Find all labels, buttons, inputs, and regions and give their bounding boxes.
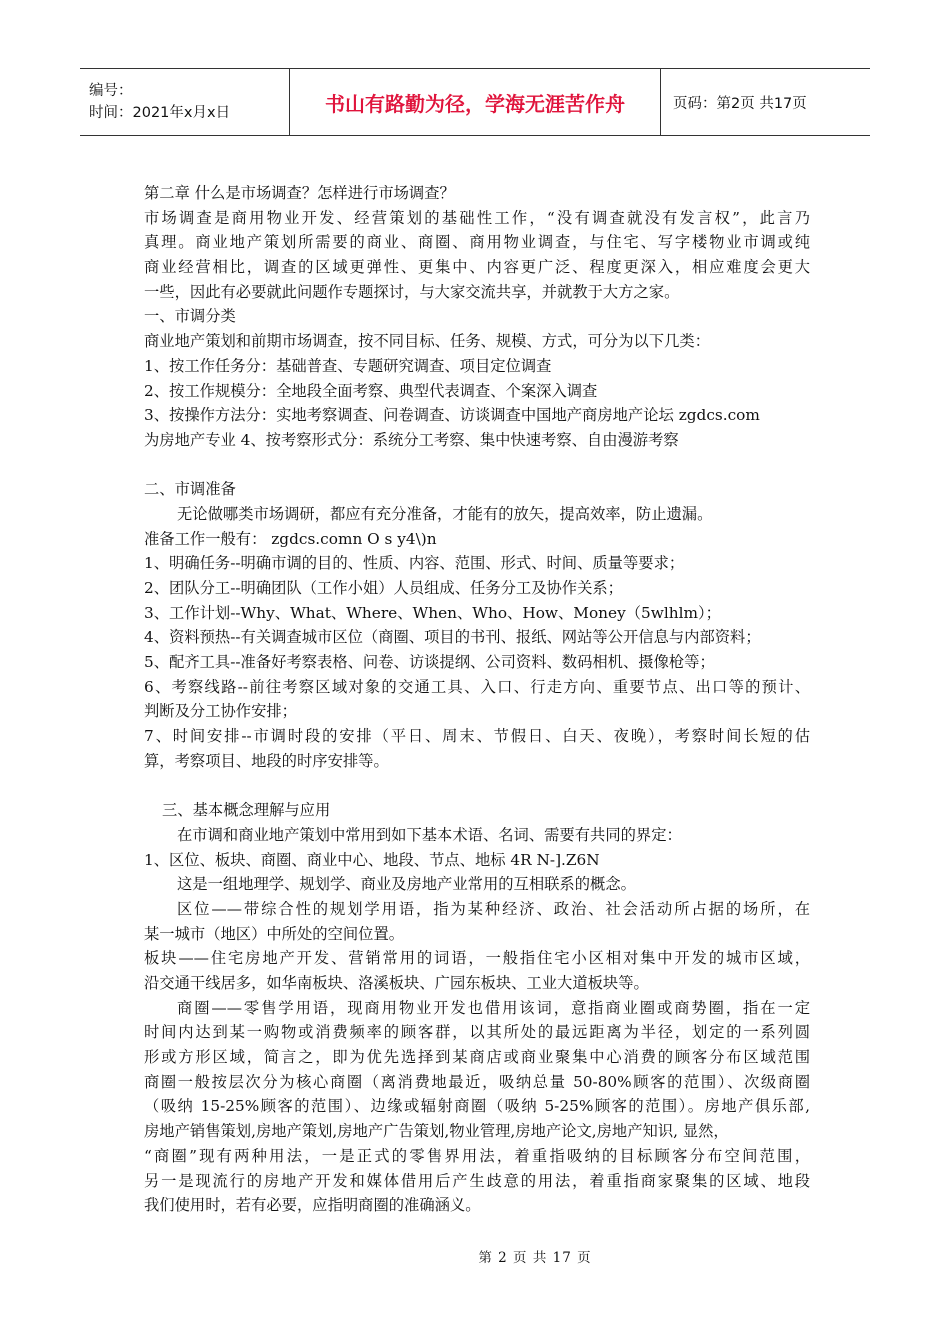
text-line: 判断及分工协作安排；	[144, 702, 297, 721]
text-line: 形或方形区域，简言之，即为优先选择到某商店或商业聚集中心消费的顾客分布区域范围	[144, 1048, 810, 1067]
text-line: 在市调和商业地产策划中常用到如下基本术语、名词、需要有共同的界定：	[177, 825, 682, 844]
text-line: 板块——住宅房地产开发、营销常用的词语，一般指住宅小区相对集中开发的城市区域，	[144, 949, 810, 968]
text-line: 沿交通干线居多，如华南板块、洛溪板块、广园东板块、工业大道板块等。	[144, 974, 649, 992]
header-meta-cell	[80, 69, 290, 135]
text-line: 6、考察线路--前往考察区域对象的交通工具、入口、行走方向、重要节点、出口等的预计、	[144, 677, 810, 696]
header-table	[80, 68, 870, 136]
text-line: 2、按工作规模分：全地段全面考察、典型代表调查、个案深入调查	[144, 381, 598, 400]
text-line: 我们使用时，若有必要，应指明商圈的准确涵义。	[144, 1196, 481, 1215]
number-label: 编号：	[89, 83, 133, 99]
text-line: 真理。商业地产策划所需要的商业、商圈、商用物业调查，与住宅、写字楼物业市调或纯	[144, 233, 810, 252]
text-line: 第二章 什么是市场调查？怎样进行市场调查？	[144, 184, 455, 202]
text-line: 另一是现流行的房地产开发和媒体借用后产生歧意的用法，着重指商家聚集的区域、地段	[144, 1171, 810, 1190]
header-page-cell	[661, 69, 870, 135]
text-line: “商圈”现有两种用法，一是正式的零售界用法，着重指吸纳的目标顾客分布空间范围，	[144, 1146, 810, 1165]
text-line: 房地产销售策划,房地产策划,房地产广告策划,物业管理,房地产论文,房地产知识, 显然，	[144, 1122, 729, 1141]
text-line: 三、基本概念理解与应用	[162, 801, 331, 820]
motto: 书山有路勤为径，学海无涯苦作舟	[325, 91, 625, 116]
text-line: 为房地产专业 4、按考察形式分：系统分工考察、集中快速考察、自由漫游考察	[144, 430, 679, 449]
text-line: 商圈一般按层次分为核心商圈（离消费地最近，吸纳总量 50-80%顾客的范围）、次级商圈	[144, 1072, 810, 1091]
text-line: 商业经营相比，调查的区域更弹性、更集中、内容更广泛、程度更深入，相应难度会更大	[144, 258, 810, 277]
text-line: 无论做哪类市场调研，都应有充分准备，才能有的放矢，提高效率，防止遗漏。	[177, 504, 713, 523]
text-line: 4、资料预热--有关调查城市区位（商圈、项目的书刊、报纸、网站等公开信息与内部资料；	[144, 628, 761, 647]
text-line: 2、团队分工--明确团队（工作小姐）人员组成、任务分工及协作关系；	[144, 579, 623, 597]
blank-line	[144, 774, 810, 799]
text-line: 1、按工作任务分：基础普查、专题研究调查、项目定位调查	[144, 356, 552, 375]
text-line: 准备工作一般有： zgdcs.comn O s y4\)n	[144, 529, 437, 548]
text-line: 一些，因此有必要就此问题作专题探讨，与大家交流共享，并就教于大方之家。	[144, 282, 680, 301]
text-line: 时间内达到某一购物或消费频率的顾客群，以其所处的最远距离为半径，划定的一系列圆	[144, 1023, 810, 1042]
text-line: 一、市调分类	[144, 307, 236, 326]
text-line: 商圈——零售学用语，现商用物业开发也借用该词，意指商业圈或商势圈，指在一定	[177, 998, 810, 1017]
blank-line	[144, 453, 810, 478]
text-line: 3、工作计划--Why、What、Where、When、Who、How、Money（5wlhlm）；	[144, 603, 721, 622]
text-line: 3、按操作方法分：实地考察调查、问卷调查、访谈调查中国地产商房地产论坛 zgdcs.com	[144, 406, 760, 425]
text-line: 5、配齐工具--准备好考察表格、问卷、访谈提纲、公司资料、数码相机、摄像枪等；	[144, 653, 715, 672]
text-line: 7、时间安排--市调时段的安排（平日、周末、节假日、白天、夜晚），考察时间长短的估	[144, 727, 810, 746]
text-line: （吸纳 15-25%顾客的范围）、边缘或辐射商圈（吸纳 5-25%顾客的范围）。房地产俱乐部,	[144, 1097, 810, 1116]
text-line: 这是一组地理学、规划学、商业及房地产业常用的互相联系的概念。	[177, 875, 636, 894]
header-motto-cell	[290, 69, 661, 135]
text-line: 市场调查是商用物业开发、经营策划的基础性工作，“没有调查就没有发言权”，此言乃	[144, 208, 810, 227]
time-label: 时间：2021年x月x日	[89, 105, 231, 121]
text-line: 商业地产策划和前期市场调查，按不同目标、任务、规模、方式，可分为以下几类：	[144, 332, 710, 351]
text-line: 1、明确任务--明确市调的目的、性质、内容、范围、形式、时间、质量等要求；	[144, 554, 685, 573]
document-body	[144, 181, 810, 1218]
text-line: 二、市调准备	[144, 480, 236, 499]
text-line: 算，考察项目、地段的时序安排等。	[144, 751, 389, 770]
text-line: 1、区位、板块、商圈、商业中心、地段、节点、地标 4R N-].Z6N	[144, 850, 600, 869]
text-line: 某一城市（地区）中所处的空间位置。	[144, 924, 405, 943]
text-line: 区位——带综合性的规划学用语，指为某种经济、政治、社会活动所占据的场所，在	[177, 899, 810, 918]
page-footer: 第 2 页 共 17 页	[478, 1250, 592, 1266]
page-info: 页码：第2页 共17页	[673, 95, 807, 112]
